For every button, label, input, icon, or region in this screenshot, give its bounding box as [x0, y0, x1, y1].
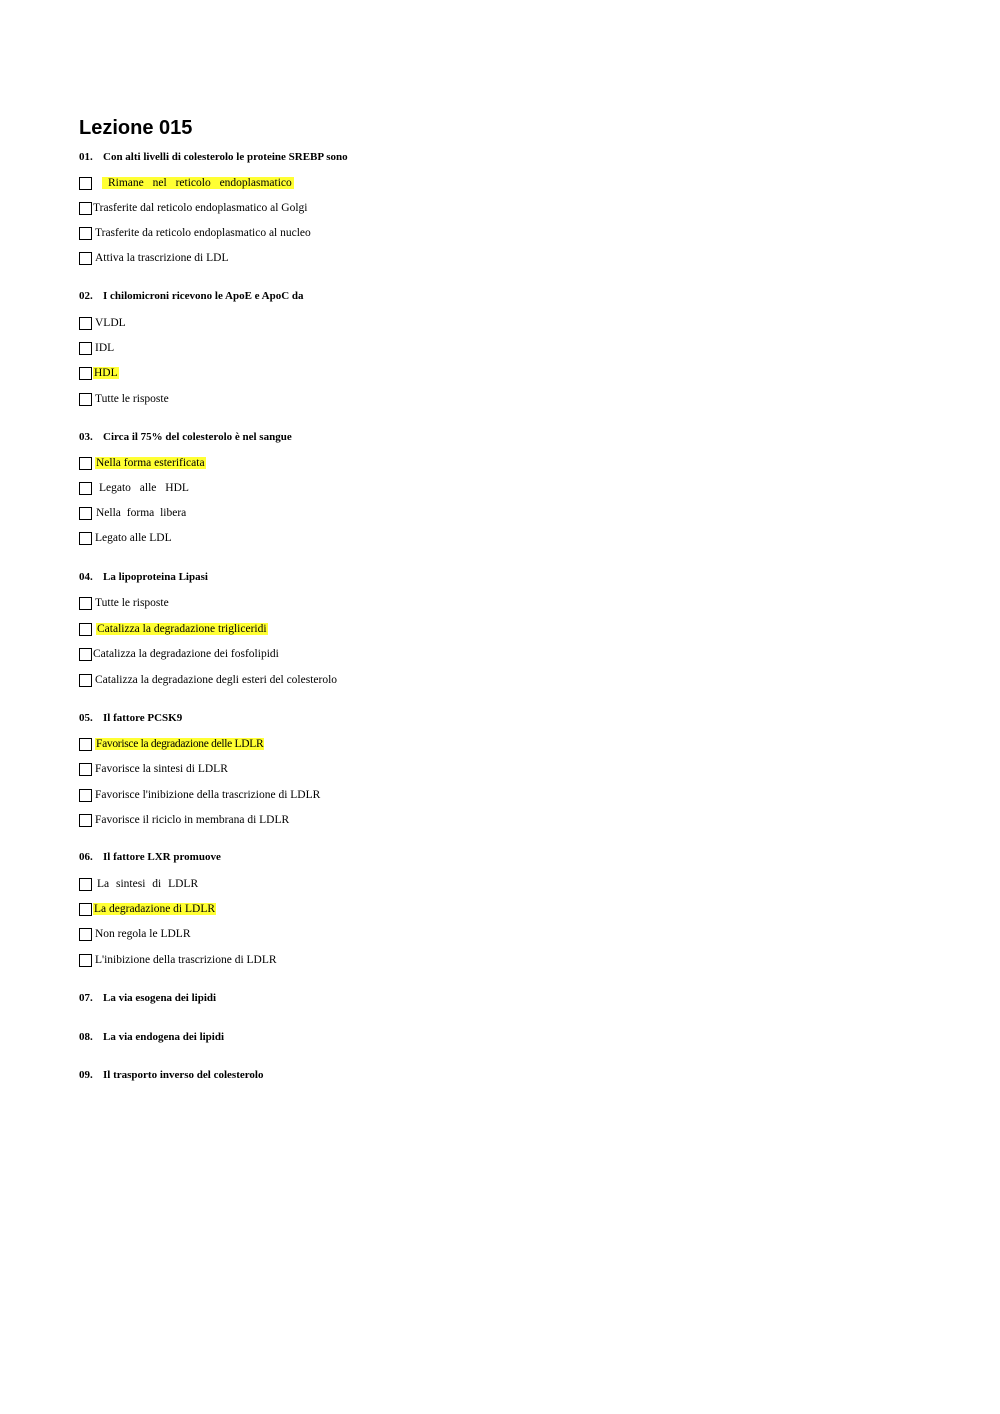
option-text: Trasferite da reticolo endoplasmatico al nucleo: [95, 227, 311, 239]
option-text: Non regola le LDLR: [95, 928, 191, 940]
option-text: Favorisce il riciclo in membrana di LDLR: [95, 814, 290, 826]
option-text: IDL: [95, 342, 115, 354]
question-09: [79, 1069, 264, 1081]
question-02: [79, 290, 304, 302]
checkbox[interactable]: [79, 393, 92, 406]
question-text: Il fattore LXR promuove: [103, 851, 221, 863]
checkbox[interactable]: [79, 648, 92, 661]
answer-option[interactable]: [79, 505, 186, 521]
option-text: Legato alle HDL: [99, 482, 189, 494]
answer-option[interactable]: [79, 530, 172, 546]
question-01: [79, 151, 348, 163]
checkbox[interactable]: [79, 317, 92, 330]
answer-option[interactable]: [79, 315, 126, 331]
answer-option[interactable]: [79, 952, 277, 968]
option-text: La sintesi di LDLR: [97, 878, 199, 890]
checkbox[interactable]: [79, 482, 92, 495]
checkbox[interactable]: [79, 597, 92, 610]
checkbox[interactable]: [79, 814, 92, 827]
question-number: 04.: [79, 571, 93, 583]
option-text: HDL: [94, 367, 118, 379]
answer-option[interactable]: [79, 250, 228, 266]
question-05: [79, 712, 182, 724]
answer-option[interactable]: [79, 761, 228, 777]
option-text: VLDL: [95, 317, 126, 329]
checkbox[interactable]: [79, 367, 92, 380]
answer-option[interactable]: [79, 926, 191, 942]
answer-option[interactable]: [79, 365, 119, 381]
checkbox[interactable]: [79, 903, 92, 916]
question-text: Con alti livelli di colesterolo le proteine SREBP sono: [103, 151, 348, 163]
answer-option[interactable]: [79, 621, 268, 637]
answer-option[interactable]: [79, 736, 264, 752]
option-text: Catalizza la degradazione dei fosfolipidi: [93, 648, 279, 660]
option-text: Trasferite dal reticolo endoplasmatico al Golgi: [93, 202, 308, 214]
question-number: 05.: [79, 712, 93, 724]
checkbox[interactable]: [79, 457, 92, 470]
checkbox[interactable]: [79, 532, 92, 545]
checkbox[interactable]: [79, 202, 92, 215]
question-07: [79, 992, 216, 1004]
checkbox[interactable]: [79, 252, 92, 265]
checkbox[interactable]: [79, 878, 92, 891]
question-number: 09.: [79, 1069, 93, 1081]
checkbox[interactable]: [79, 763, 92, 776]
checkbox[interactable]: [79, 954, 92, 967]
question-number: 07.: [79, 992, 93, 1004]
option-text: Rimane nel reticolo endoplasmatico: [102, 177, 294, 189]
answer-option[interactable]: [79, 175, 294, 191]
question-text: I chilomicroni ricevono le ApoE e ApoC da: [103, 290, 304, 302]
checkbox[interactable]: [79, 789, 92, 802]
option-text: Tutte le risposte: [95, 393, 169, 405]
answer-option[interactable]: [79, 391, 169, 407]
question-text: Il trasporto inverso del colesterolo: [103, 1069, 264, 1081]
checkbox[interactable]: [79, 674, 92, 687]
answer-option[interactable]: [79, 672, 337, 688]
question-text: La via endogena dei lipidi: [103, 1031, 225, 1043]
checkbox[interactable]: [79, 623, 92, 636]
option-text: Attiva la trascrizione di LDL: [95, 252, 229, 264]
option-text: L'inibizione della trascrizione di LDLR: [95, 954, 277, 966]
question-06: [79, 851, 221, 863]
question-03: [79, 431, 292, 443]
page-title: Lezione 015: [79, 117, 193, 139]
answer-option[interactable]: [79, 901, 216, 917]
answer-option[interactable]: [79, 340, 114, 356]
checkbox[interactable]: [79, 342, 92, 355]
answer-option[interactable]: [79, 646, 279, 662]
checkbox[interactable]: [79, 227, 92, 240]
question-text: Circa il 75% del colesterolo è nel sangue: [103, 431, 292, 443]
option-text: Favorisce l'inibizione della trascrizione di LDLR: [95, 789, 321, 801]
option-text: Legato alle LDL: [95, 532, 172, 544]
answer-option[interactable]: [79, 455, 206, 471]
checkbox[interactable]: [79, 507, 92, 520]
question-text: La lipoproteina Lipasi: [103, 571, 208, 583]
option-text: Tutte le risposte: [95, 597, 169, 609]
answer-option[interactable]: [79, 225, 311, 241]
option-text: Nella forma libera: [96, 507, 187, 519]
answer-option[interactable]: [79, 200, 308, 216]
option-text: Nella forma esterificata: [96, 457, 205, 469]
question-08: [79, 1031, 224, 1043]
answer-option[interactable]: [79, 787, 320, 803]
option-text: Catalizza la degradazione trigliceridi: [97, 623, 267, 635]
question-number: 08.: [79, 1031, 93, 1043]
checkbox[interactable]: [79, 177, 92, 190]
option-text: Favorisce la sintesi di LDLR: [95, 763, 228, 775]
question-number: 03.: [79, 431, 93, 443]
answer-option[interactable]: [79, 595, 169, 611]
question-number: 06.: [79, 851, 93, 863]
question-number: 02.: [79, 290, 93, 302]
option-text: La degradazione di LDLR: [94, 903, 216, 915]
answer-option[interactable]: [79, 480, 189, 496]
question-number: 01.: [79, 151, 93, 163]
question-04: [79, 571, 208, 583]
answer-option[interactable]: [79, 812, 289, 828]
checkbox[interactable]: [79, 928, 92, 941]
option-text: Catalizza la degradazione degli esteri del colesterolo: [95, 674, 338, 686]
option-text: Favorisce la degradazione delle LDLR: [96, 738, 264, 750]
question-text: La via esogena dei lipidi: [103, 992, 217, 1004]
checkbox[interactable]: [79, 738, 92, 751]
question-text: Il fattore PCSK9: [103, 712, 183, 724]
answer-option[interactable]: [79, 876, 198, 892]
